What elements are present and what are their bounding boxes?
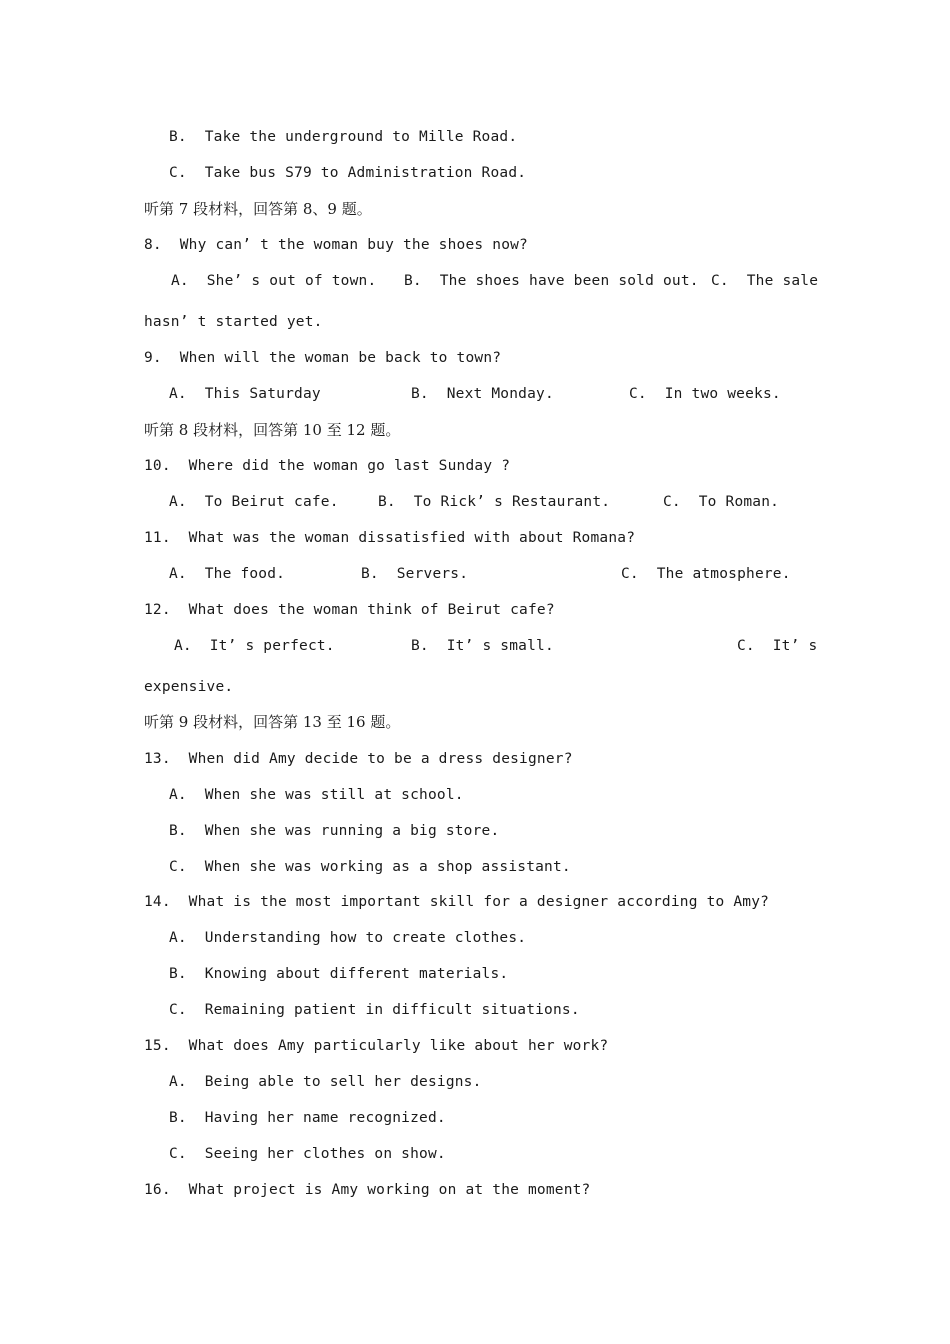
option-line: C. Take bus S79 to Administration Road. bbox=[169, 165, 527, 181]
question-9: 9. When will the woman be back to town? bbox=[144, 350, 502, 366]
option-13c: C. When she was working as a shop assistant. bbox=[169, 859, 571, 875]
option-14c: C. Remaining patient in difficult situations. bbox=[169, 1002, 580, 1018]
option-11c: C. The atmosphere. bbox=[621, 566, 791, 582]
question-11: 11. What was the woman dissatisfied with about Romana? bbox=[144, 530, 636, 546]
option-11a: A. The food. bbox=[169, 566, 286, 582]
question-15: 15. What does Amy particularly like about her work? bbox=[144, 1038, 609, 1054]
question-10: 10. Where did the woman go last Sunday ? bbox=[144, 458, 511, 474]
option-15b: B. Having her name recognized. bbox=[169, 1110, 446, 1126]
option-8a: A. She’ s out of town. bbox=[171, 273, 377, 289]
option-12c-continued: expensive. bbox=[144, 679, 234, 695]
option-12b: B. It’ s small. bbox=[411, 638, 554, 654]
option-15a: A. Being able to sell her designs. bbox=[169, 1074, 482, 1090]
option-14a: A. Understanding how to create clothes. bbox=[169, 930, 527, 946]
option-line: B. Take the underground to Mille Road. bbox=[169, 129, 518, 145]
option-10c: C. To Roman. bbox=[663, 494, 780, 510]
option-12a: A. It’ s perfect. bbox=[174, 638, 335, 654]
option-10a: A. To Beirut cafe. bbox=[169, 494, 339, 510]
option-8c: C. The sale bbox=[711, 273, 819, 289]
section-heading: 听第 7 段材料，回答第 8、9 题。 bbox=[144, 200, 372, 218]
option-8c-continued: hasn’ t started yet. bbox=[144, 314, 323, 330]
option-13a: A. When she was still at school. bbox=[169, 787, 464, 803]
question-16: 16. What project is Amy working on at the moment? bbox=[144, 1182, 591, 1198]
section-heading: 听第 8 段材料，回答第 10 至 12 题。 bbox=[144, 421, 401, 439]
question-13: 13. When did Amy decide to be a dress designer? bbox=[144, 751, 573, 767]
option-8b: B. The shoes have been sold out. bbox=[404, 273, 699, 289]
option-9b: B. Next Monday. bbox=[411, 386, 554, 402]
question-12: 12. What does the woman think of Beirut cafe? bbox=[144, 602, 555, 618]
question-14: 14. What is the most important skill for a designer according to Amy? bbox=[144, 894, 770, 910]
option-15c: C. Seeing her clothes on show. bbox=[169, 1146, 446, 1162]
option-10b: B. To Rick’ s Restaurant. bbox=[378, 494, 611, 510]
option-14b: B. Knowing about different materials. bbox=[169, 966, 509, 982]
option-9c: C. In two weeks. bbox=[629, 386, 781, 402]
option-11b: B. Servers. bbox=[361, 566, 469, 582]
option-12c: C. It’ s bbox=[737, 638, 818, 654]
option-13b: B. When she was running a big store. bbox=[169, 823, 500, 839]
option-9a: A. This Saturday bbox=[169, 386, 321, 402]
section-heading: 听第 9 段材料，回答第 13 至 16 题。 bbox=[144, 713, 401, 731]
question-8: 8. Why can’ t the woman buy the shoes now? bbox=[144, 237, 528, 253]
